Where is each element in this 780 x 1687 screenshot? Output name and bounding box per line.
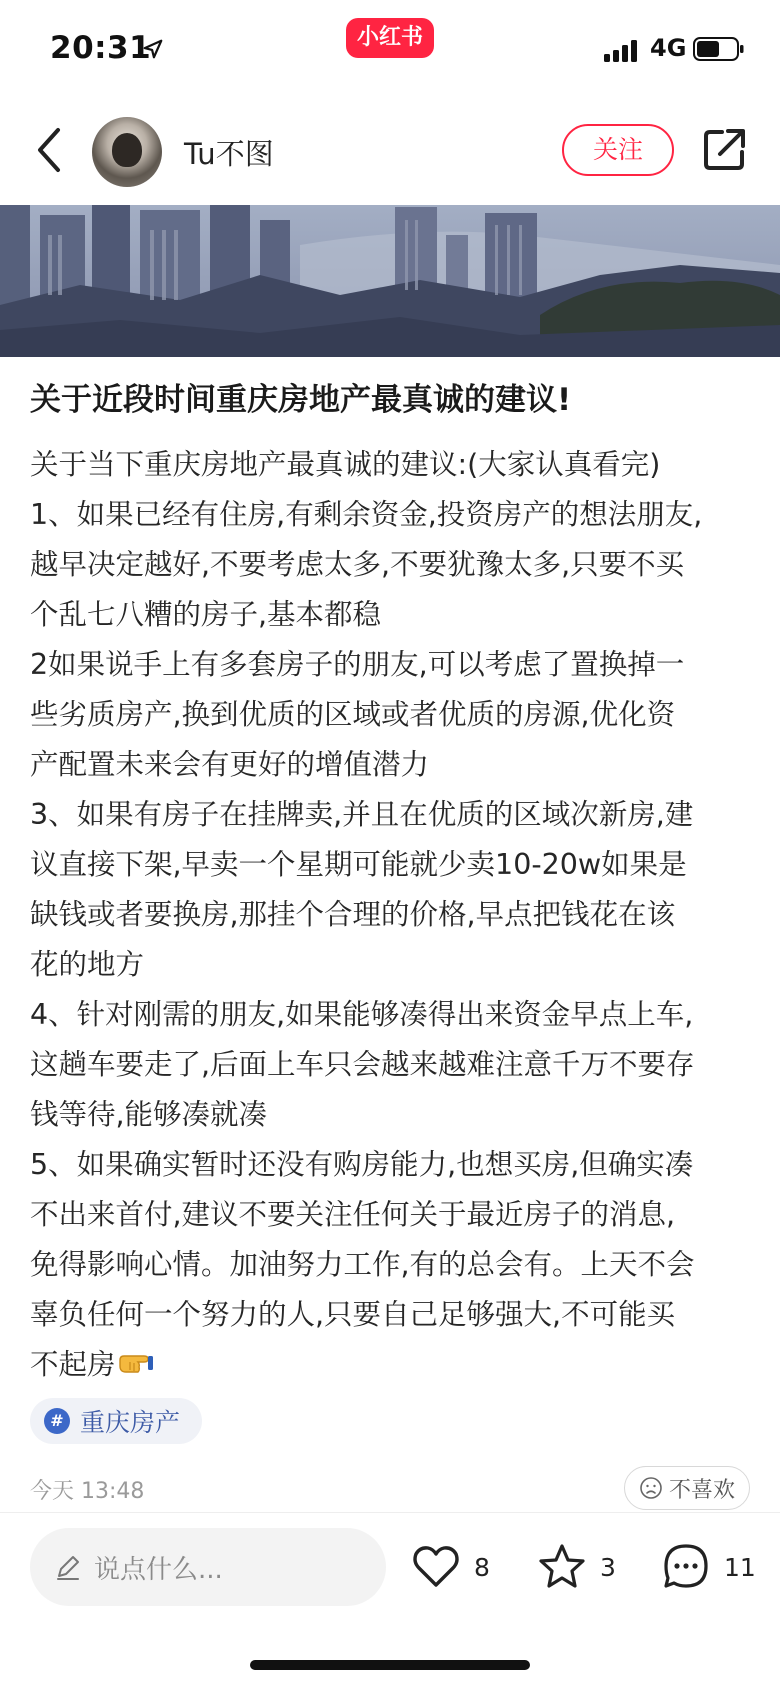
comment-input[interactable] xyxy=(30,1528,386,1606)
body-line: 钱等待,能够凑就凑 xyxy=(30,1098,268,1131)
post-date: 今天 13:48 xyxy=(30,1479,145,1504)
pointing-hand-icon xyxy=(118,1350,154,1376)
body-line: 关于当下重庆房地产最真诚的建议:(大家认真看完) xyxy=(30,448,661,481)
collect-count: 3 xyxy=(600,1552,616,1582)
collect-button[interactable] xyxy=(536,1538,616,1596)
like-button[interactable] xyxy=(410,1538,490,1596)
status-time: 20:31 xyxy=(50,30,152,66)
share-icon[interactable] xyxy=(700,124,750,174)
body-line: 花的地方 xyxy=(30,948,145,981)
author-name[interactable]: Tu不图 xyxy=(184,137,274,171)
body-line: 个乱七八糟的房子,基本都稳 xyxy=(30,598,382,631)
body-line: 1、如果已经有住房,有剩余资金,投资房产的想法朋友, xyxy=(30,498,703,531)
pencil-icon xyxy=(54,1553,82,1581)
body-line: 这趟车要走了,后面上车只会越来越难注意千万不要存 xyxy=(30,1048,695,1081)
status-bar xyxy=(0,0,780,100)
back-chevron-icon[interactable] xyxy=(30,124,70,176)
follow-button[interactable]: 关注 xyxy=(562,124,674,176)
comment-placeholder: 说点什么... xyxy=(94,1554,223,1585)
hashtag-icon: # xyxy=(44,1408,70,1434)
app-logo-badge: 小红书 xyxy=(346,18,434,58)
body-line: 议直接下架,早卖一个星期可能就少卖10-20w如果是 xyxy=(30,848,687,881)
chat-bubble-icon xyxy=(660,1541,712,1593)
note-body xyxy=(30,440,754,1390)
network-type: 4G xyxy=(650,34,687,62)
star-icon xyxy=(536,1541,588,1593)
battery-icon xyxy=(693,36,745,62)
body-line: 3、如果有房子在挂牌卖,并且在优质的区域次新房,建 xyxy=(30,798,694,831)
body-line: 2如果说手上有多套房子的朋友,可以考虑了置换掉一 xyxy=(30,648,685,681)
body-line: 些劣质房产,换到优质的区域或者优质的房源,优化资 xyxy=(30,698,676,731)
body-line: 4、针对刚需的朋友,如果能够凑得出来资金早点上车, xyxy=(30,998,694,1031)
body-line: 不出来首付,建议不要关注任何关于最近房子的消息, xyxy=(30,1198,676,1231)
like-count: 8 xyxy=(474,1552,490,1582)
body-line-last xyxy=(30,1340,754,1390)
heart-icon xyxy=(410,1541,462,1593)
location-arrow-icon xyxy=(142,38,164,60)
city-skyline-image xyxy=(0,205,780,357)
dislike-label: 不喜欢 xyxy=(668,1477,735,1503)
divider xyxy=(0,1512,780,1513)
author-avatar[interactable] xyxy=(92,117,162,187)
body-line: 免得影响心情。加油努力工作,有的总会有。上天不会 xyxy=(30,1248,695,1281)
body-line-last-text: 不起房 xyxy=(30,1348,116,1381)
comment-count: 11 xyxy=(724,1552,756,1582)
topic-tag[interactable] xyxy=(30,1398,202,1444)
body-line: 辜负任何一个努力的人,只要自己足够强大,不可能买 xyxy=(30,1298,676,1331)
cover-image[interactable] xyxy=(0,205,780,357)
body-line: 产配置未来会有更好的增值潜力 xyxy=(30,748,430,781)
note-header xyxy=(0,100,780,205)
body-line: 缺钱或者要换房,那挂个合理的价格,早点把钱花在该 xyxy=(30,898,676,931)
home-indicator[interactable] xyxy=(250,1660,530,1670)
topic-tag-label: 重庆房产 xyxy=(80,1408,181,1437)
sad-face-icon xyxy=(639,1476,663,1500)
dislike-button[interactable] xyxy=(624,1466,750,1510)
note-title: 关于近段时间重庆房地产最真诚的建议! xyxy=(30,382,572,418)
comment-button[interactable] xyxy=(660,1538,756,1596)
signal-bars-icon xyxy=(604,40,642,62)
body-line: 5、如果确实暂时还没有购房能力,也想买房,但确实凑 xyxy=(30,1148,694,1181)
body-line: 越早决定越好,不要考虑太多,不要犹豫太多,只要不买 xyxy=(30,548,685,581)
